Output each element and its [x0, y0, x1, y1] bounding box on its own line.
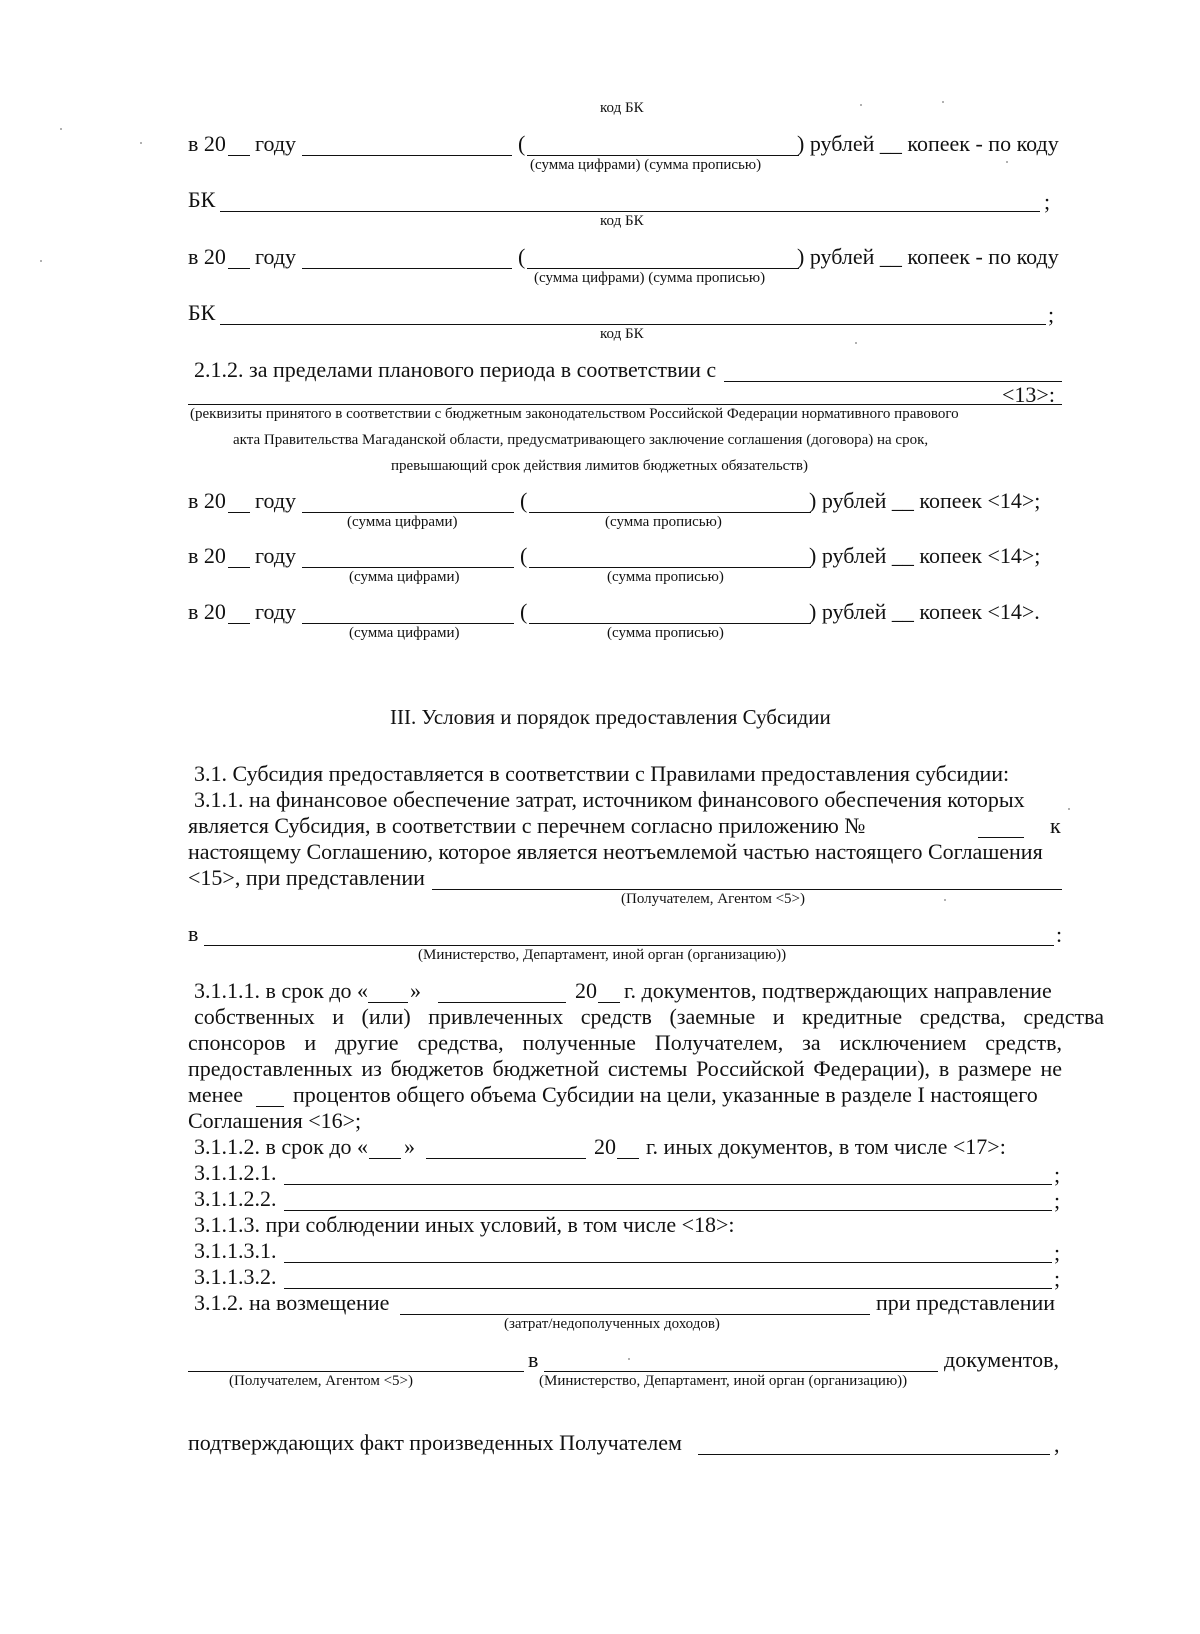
- year-suffix: году: [255, 488, 297, 513]
- year-blank: [228, 567, 250, 568]
- p3111-line1c: 20: [575, 978, 597, 1003]
- year-blank: [228, 512, 250, 513]
- year-blank: [228, 268, 250, 269]
- p312b: при представлении: [876, 1290, 1056, 1315]
- sum-words-caption: (сумма прописью): [605, 514, 722, 530]
- p212-caption-3: превышающий срок действия лимитов бюджетных обязательств): [391, 458, 808, 474]
- semicolon: ;: [1054, 1240, 1061, 1265]
- p3111-line4: предоставленных из бюджетов бюджетной системы Российской Федерации), в размере не: [188, 1056, 1062, 1081]
- sum-digits-caption: (сумма цифрами): [349, 625, 460, 641]
- semicolon: ;: [1044, 189, 1051, 214]
- p212-caption-2: акта Правительства Магаданской области, предусматривающего заключение соглашения (договора) на срок,: [233, 432, 929, 448]
- p31131: 3.1.1.3.1.: [194, 1238, 277, 1263]
- paren-open: (: [520, 543, 528, 568]
- p3111-line2: собственных и (или) привлеченных средств (заемные и кредитные средства, средства: [194, 1004, 1104, 1029]
- sum-digits-blank: [302, 155, 512, 156]
- p311-line3: настоящему Соглашению, которое является неотъемлемой частью настоящего Соглашения: [188, 839, 1043, 864]
- recipient-blank: [432, 889, 1062, 890]
- p3112a: 3.1.1.2. в срок до «: [194, 1134, 369, 1159]
- rub-kop-14: ) рублей __ копеек <14>.: [809, 599, 1040, 624]
- day-blank: [368, 1002, 408, 1003]
- percent-blank: [256, 1106, 284, 1107]
- annex-number-blank: [978, 837, 1024, 838]
- year-prefix: в 20: [188, 543, 226, 568]
- year-suffix: году: [255, 131, 297, 156]
- semicolon: ;: [1054, 1162, 1061, 1187]
- documents-label: документов,: [944, 1347, 1059, 1372]
- caption-recipient: (Получателем, Агентом <5>): [229, 1373, 413, 1389]
- p31122: 3.1.1.2.2.: [194, 1186, 277, 1211]
- rub-kop-code: ) рублей __ копеек - по коду: [797, 131, 1059, 156]
- scan-speck: [140, 142, 142, 144]
- scan-speck: [60, 128, 62, 130]
- sum-words-blank: [529, 623, 811, 624]
- ministry-blank: [204, 945, 1054, 946]
- p212-blank-2: [188, 404, 1062, 405]
- bk-label: БК: [188, 300, 216, 325]
- p31122-blank: [284, 1210, 1052, 1211]
- month-blank: [426, 1158, 586, 1159]
- rub-kop-14: ) рублей __ копеек <14>;: [809, 543, 1041, 568]
- p3113: 3.1.1.3. при соблюдении иных условий, в том числе <18>:: [194, 1212, 735, 1237]
- section-heading: III. Условия и порядок предоставления Субсидии: [390, 705, 831, 729]
- sum-digits-blank: [302, 512, 514, 513]
- sum-words-blank: [529, 512, 811, 513]
- v-label: в: [188, 921, 199, 946]
- p31: 3.1. Субсидия предоставляется в соответствии с Правилами предоставления субсидии:: [194, 761, 1010, 786]
- semicolon: ;: [1048, 302, 1055, 327]
- caption-recipient: (Получателем, Агентом <5>): [621, 891, 805, 907]
- p312a: 3.1.2. на возмещение: [194, 1290, 390, 1315]
- sum-words-blank: [527, 155, 799, 156]
- paren-open: (: [518, 131, 526, 156]
- comma: ,: [1054, 1432, 1060, 1457]
- colon: :: [1056, 922, 1063, 947]
- scan-speck: [944, 899, 946, 901]
- paren-open: (: [520, 599, 528, 624]
- scan-speck: [860, 104, 862, 106]
- year-suffix: году: [255, 543, 297, 568]
- year-suffix: году: [255, 244, 297, 269]
- bk-blank: [220, 324, 1046, 325]
- sum-digits-blank: [302, 268, 512, 269]
- sum-words-blank: [527, 268, 799, 269]
- rub-kop-code: ) рублей __ копеек - по коду: [797, 244, 1059, 269]
- p3111-line6: Соглашения <16>;: [188, 1108, 362, 1133]
- recipient-blank: [188, 1371, 524, 1372]
- year-blank: [617, 1158, 639, 1159]
- sum-caption: (сумма цифрами) (сумма прописью): [534, 270, 766, 286]
- scan-speck: [942, 101, 944, 103]
- p3112d: г. иных документов, в том числе <17>:: [646, 1134, 1006, 1159]
- p212-ref: <13>:: [1002, 382, 1055, 407]
- semicolon: ;: [1054, 1266, 1061, 1291]
- sum-digits-blank: [302, 567, 514, 568]
- year-prefix: в 20: [188, 131, 226, 156]
- scan-speck: [1068, 808, 1070, 810]
- bk-blank: [220, 211, 1040, 212]
- scan-speck: [628, 1358, 630, 1360]
- p31121: 3.1.1.2.1.: [194, 1160, 277, 1185]
- caption-ministry: (Министерство, Департамент, иной орган (организацию)): [539, 1373, 908, 1389]
- sum-digits-caption: (сумма цифрами): [349, 569, 460, 585]
- p3111-line3: спонсоров и другие средства, полученные Получателем, за исключением средств,: [188, 1030, 1062, 1055]
- p31132: 3.1.1.3.2.: [194, 1264, 277, 1289]
- year-blank: [598, 1002, 620, 1003]
- scan-speck: [1006, 161, 1008, 163]
- scan-speck: [40, 260, 42, 262]
- month-blank: [438, 1002, 566, 1003]
- p311-line4: <15>, при представлении: [188, 865, 425, 890]
- costs-blank: [400, 1314, 870, 1315]
- day-blank: [369, 1158, 401, 1159]
- p3111-line1a: 3.1.1.1. в срок до «: [194, 978, 369, 1003]
- kod-bk-caption: код БК: [600, 326, 644, 342]
- caption-ministry: (Министерство, Департамент, иной орган (организацию)): [418, 947, 787, 963]
- year-prefix: в 20: [188, 244, 226, 269]
- caption-costs: (затрат/недополученных доходов): [504, 1316, 720, 1332]
- semicolon: ;: [1054, 1188, 1061, 1213]
- p31121-blank: [284, 1184, 1052, 1185]
- v-label: в: [528, 1347, 539, 1372]
- ministry-blank: [544, 1371, 938, 1372]
- p311-line2b: к: [1050, 813, 1061, 838]
- year-suffix: году: [255, 599, 297, 624]
- scan-speck: [855, 342, 857, 344]
- sum-words-blank: [529, 567, 811, 568]
- confirming-blank: [698, 1454, 1050, 1455]
- paren-open: (: [520, 488, 528, 513]
- p3111-line5b: процентов общего объема Субсидии на цели, указанные в разделе I настоящего: [293, 1082, 1038, 1107]
- sum-words-caption: (сумма прописью): [607, 625, 724, 641]
- bk-label: БК: [188, 187, 216, 212]
- p311-line1: 3.1.1. на финансовое обеспечение затрат, источником финансового обеспечения которых: [194, 787, 1025, 812]
- p3112c: 20: [594, 1134, 616, 1159]
- paren-open: (: [518, 244, 526, 269]
- year-blank: [228, 155, 250, 156]
- p31131-blank: [284, 1262, 1052, 1263]
- sum-words-caption: (сумма прописью): [607, 569, 724, 585]
- year-prefix: в 20: [188, 599, 226, 624]
- kod-bk-caption: код БК: [600, 213, 644, 229]
- p31132-blank: [284, 1288, 1052, 1289]
- sum-caption: (сумма цифрами) (сумма прописью): [530, 157, 762, 173]
- p3111-line1d: г. документов, подтверждающих направление: [624, 978, 1052, 1003]
- year-blank: [228, 623, 250, 624]
- year-prefix: в 20: [188, 488, 226, 513]
- p3112b: »: [404, 1134, 415, 1159]
- confirming-line: подтверждающих факт произведенных Получателем: [188, 1430, 682, 1455]
- kod-bk-caption-top: код БК: [600, 100, 644, 116]
- sum-digits-caption: (сумма цифрами): [347, 514, 458, 530]
- rub-kop-14: ) рублей __ копеек <14>;: [809, 488, 1041, 513]
- sum-digits-blank: [302, 623, 514, 624]
- p3111-line1b: »: [410, 978, 421, 1003]
- p311-line2a: является Субсидия, в соответствии с перечнем согласно приложению №: [188, 813, 866, 838]
- p212-label: 2.1.2. за пределами планового периода в соответствии с: [194, 357, 717, 382]
- p3111-line5a: менее: [188, 1082, 243, 1107]
- p212-caption-1: (реквизиты принятого в соответствии с бюджетным законодательством Российской Федерации нормативного правового: [190, 406, 959, 422]
